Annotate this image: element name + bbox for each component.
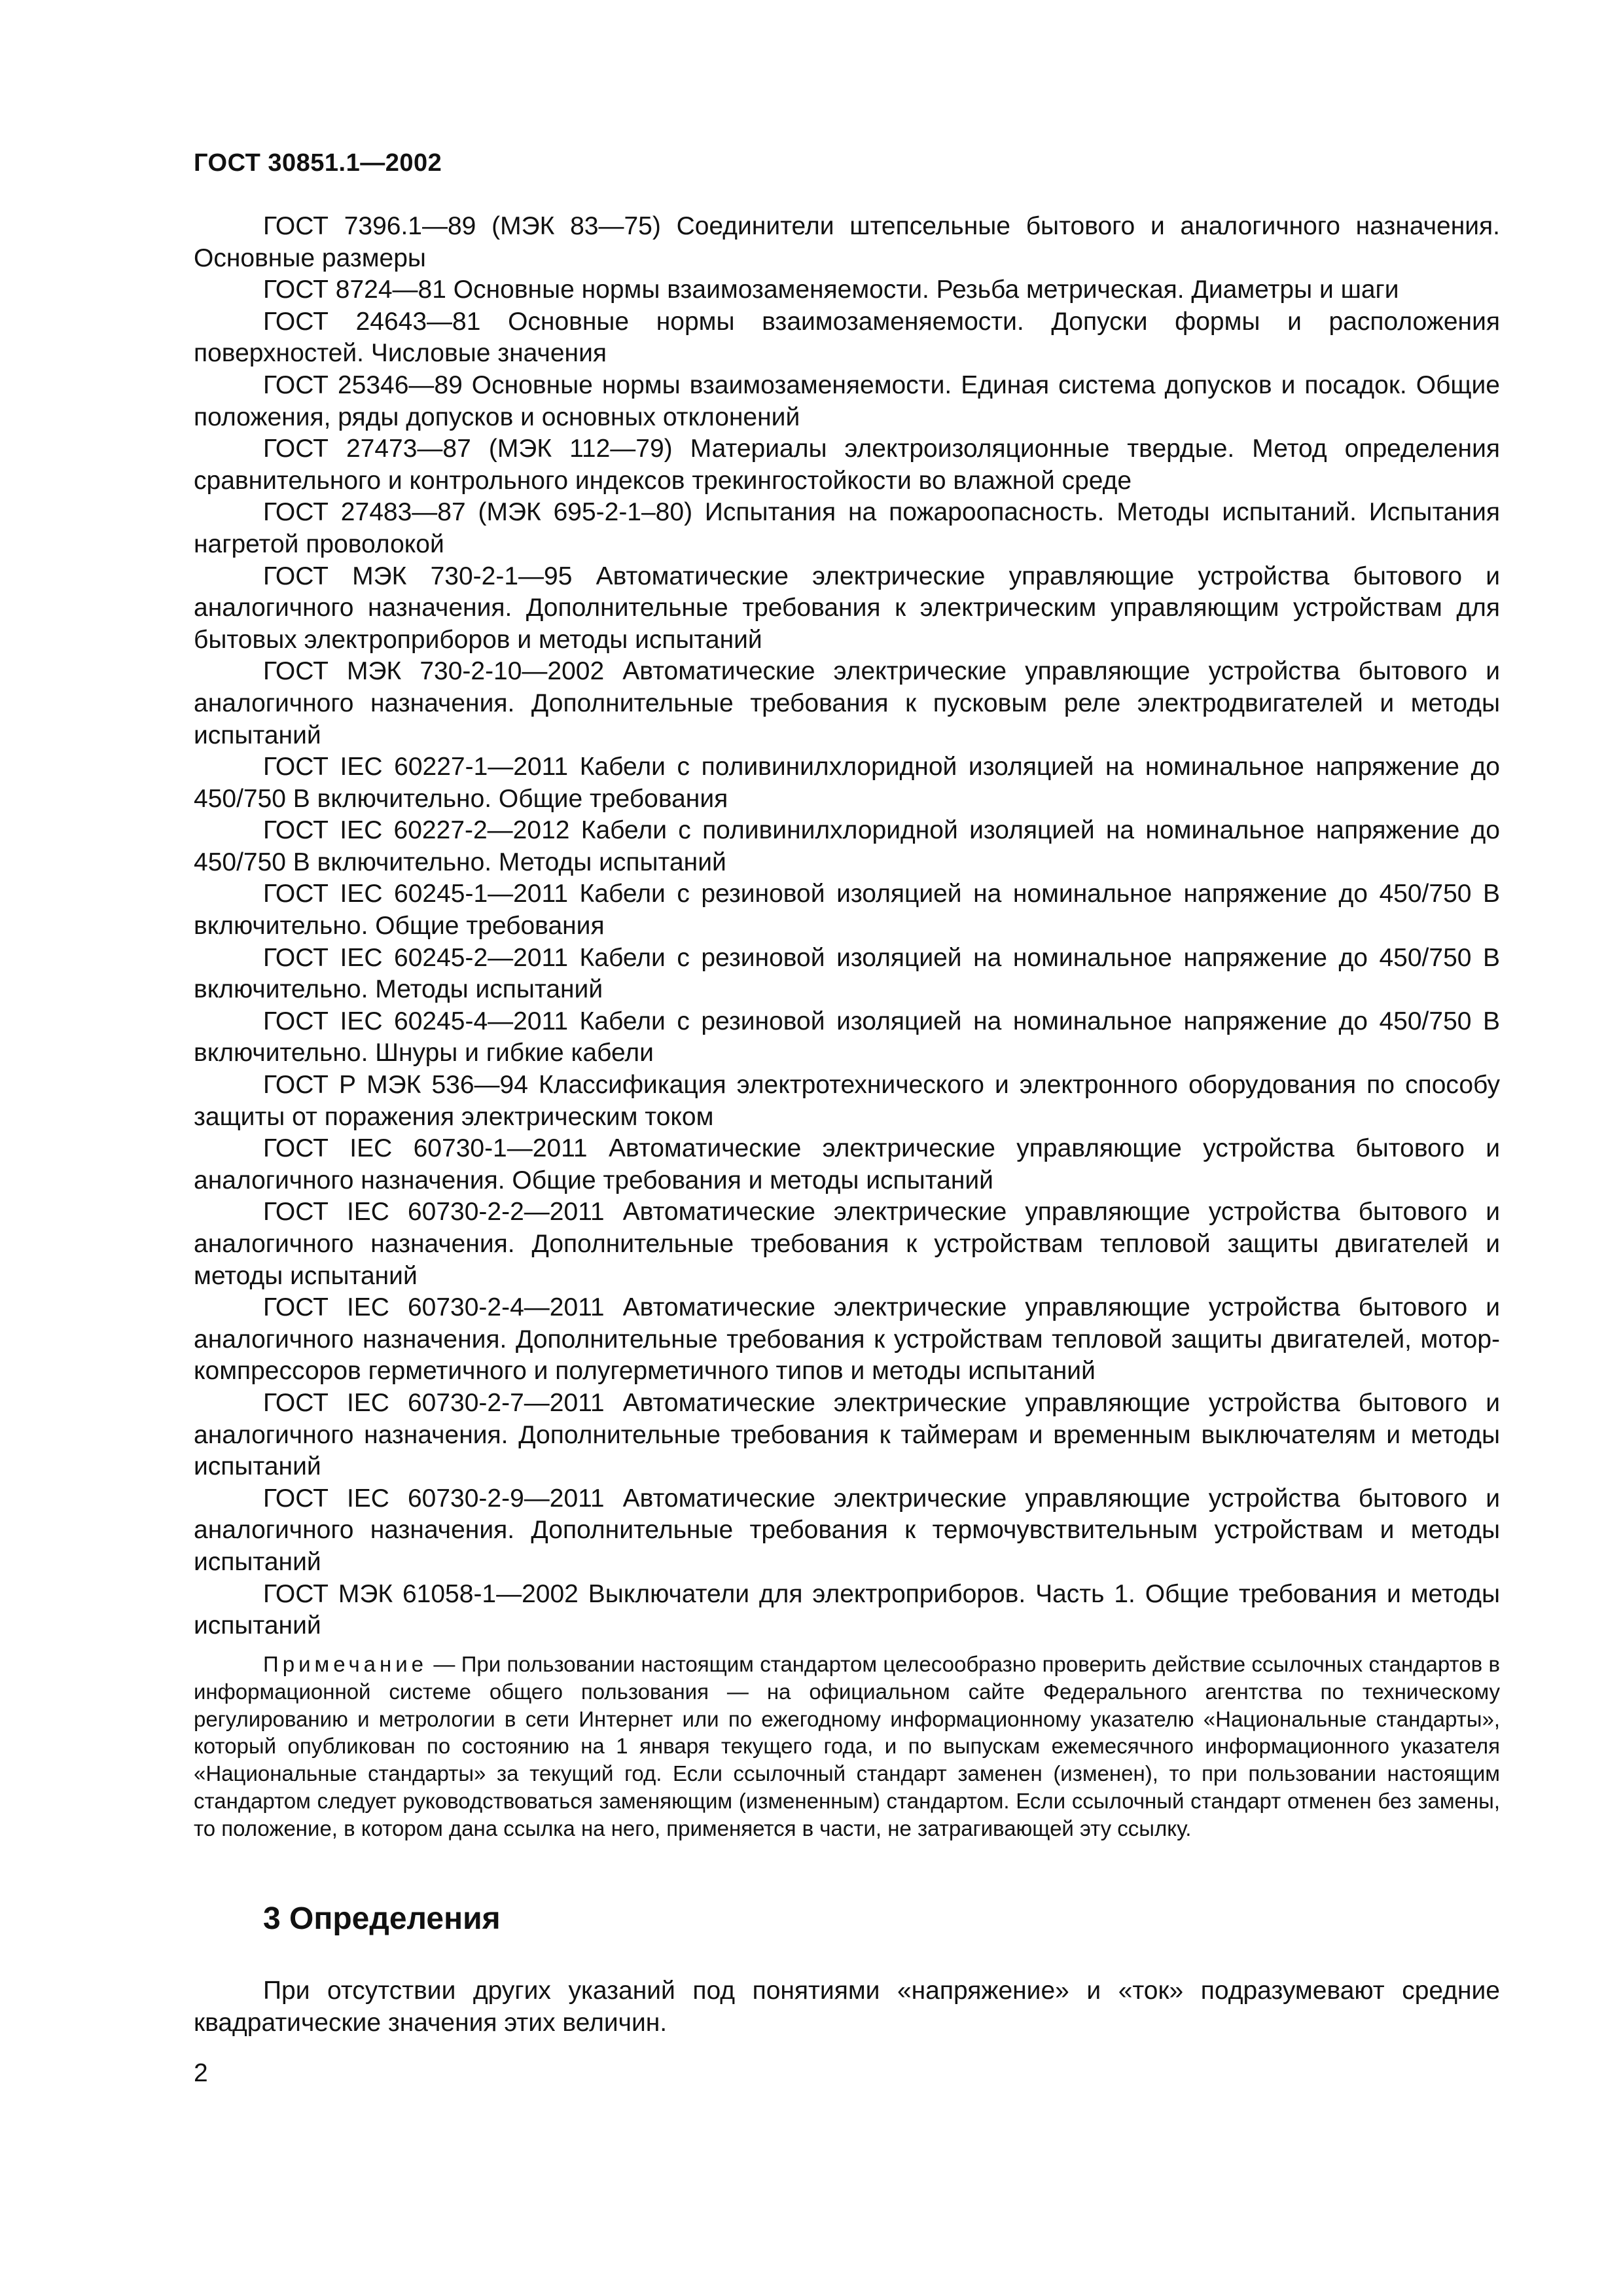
- definitions-paragraph: При отсутствии других указаний под понятиями «напряжение» и «ток» подразумевают средние квадратические значения этих величин.: [194, 1977, 1500, 2037]
- reference-item: ГОСТ IEC 60730-1—2011 Автоматические электрические управляющие устройства бытового и аналогичного назначения. Общие требования и методы испытаний: [194, 1134, 1500, 1194]
- reference-item: ГОСТ 7396.1—89 (МЭК 83—75) Соединители штепсельные бытового и аналогичного назначения. Основные размеры: [194, 212, 1500, 272]
- reference-item: ГОСТ МЭК 730-2-1—95 Автоматические электрические управляющие устройства бытового и аналогичного назначения. Дополнительные требования к электрическим управляющим устройствам для бытовых электроприборов и методы испытаний: [194, 562, 1500, 654]
- reference-item: ГОСТ IEC 60245-4—2011 Кабели с резиновой изоляцией на номинальное напряжение до 450/750 В включительно. Шнуры и гибкие кабели: [194, 1007, 1500, 1067]
- reference-item: ГОСТ IEC 60245-1—2011 Кабели с резиновой изоляцией на номинальное напряжение до 450/750 В включительно. Общие требования: [194, 880, 1500, 941]
- reference-item: ГОСТ IEC 60227-1—2011 Кабели с поливинилхлоридной изоляцией на номинальное напряжение до 450/750 В включительно. Общие требования: [194, 753, 1500, 813]
- reference-item: ГОСТ IEC 60730-2-7—2011 Автоматические электрические управляющие устройства бытового и аналогичного назначения. Дополнительные требования к таймерам и временным выключателям и методы испытаний: [194, 1388, 1500, 1481]
- reference-item: ГОСТ 25346—89 Основные нормы взаимозаменяемости. Единая система допусков и посадок. Общие положения, ряды допусков и основных отклонений: [194, 370, 1500, 431]
- reference-item: ГОСТ IEC 60227-2—2012 Кабели с поливинилхлоридной изоляцией на номинальное напряжение до 450/750 В включительно. Методы испытаний: [194, 816, 1500, 876]
- reference-item: ГОСТ Р МЭК 536—94 Классификация электротехнического и электронного оборудования по способу защиты от поражения электрическим током: [194, 1071, 1500, 1131]
- reference-item: ГОСТ МЭК 61058-1—2002 Выключатели для электроприборов. Часть 1. Общие требования и методы испытаний: [194, 1579, 1500, 1640]
- reference-item: ГОСТ 8724—81 Основные нормы взаимозаменяемости. Резьба метрическая. Диаметры и шаги: [263, 276, 1399, 304]
- document-header: ГОСТ 30851.1—2002: [194, 149, 442, 177]
- normative-references: [194, 211, 1500, 1642]
- page-number: 2: [194, 2059, 208, 2087]
- section-title: 3 Определения: [263, 1901, 501, 1936]
- reference-item: ГОСТ 24643—81 Основные нормы взаимозаменяемости. Допуски формы и расположения поверхностей. Числовые значения: [194, 307, 1500, 368]
- reference-item: ГОСТ 27483—87 (МЭК 695-2-1–80) Испытания на пожароопасность. Методы испытаний. Испытания нагретой проволокой: [194, 498, 1500, 558]
- reference-item: ГОСТ МЭК 730-2-10—2002 Автоматические электрические управляющие устройства бытового и аналогичного назначения. Дополнительные требования к пусковым реле электродвигателей и методы испытаний: [194, 657, 1500, 749]
- note-paragraph: [194, 1651, 1500, 1842]
- reference-item: ГОСТ IEC 60730-2-9—2011 Автоматические электрические управляющие устройства бытового и аналогичного назначения. Дополнительные требования к термочувствительным устройствам и методы испытаний: [194, 1484, 1500, 1576]
- note-text: — При пользовании настоящим стандартом целесообразно проверить действие ссылочных стандартов в информационной системе общего пользования — на официальном сайте Федерального агентства по техническому регулированию и метрологии в сети Интернет или по ежегодному информационному указателю «Национальные стандарты», который опубликован по состоянию на 1 января текущего года, и по выпускам ежемесячного информационного указателя «Национальные стандарты» за текущий год. Если ссылочный стандарт заменен (изменен), то при пользовании настоящим стандартом следует руководствоваться заменяющим (измененным) стандартом. Если ссылочный стандарт отменен без замены, то положение, в котором дана ссылка на него, применяется в части, не затрагивающей эту ссылку.: [194, 1652, 1500, 1840]
- reference-item: ГОСТ IEC 60730-2-4—2011 Автоматические электрические управляющие устройства бытового и аналогичного назначения. Дополнительные требования к устройствам тепловой защиты двигателей, мотор-компрессоров герметичного и полугерметичного типов и методы испытаний: [194, 1293, 1500, 1386]
- reference-item: ГОСТ IEC 60245-2—2011 Кабели с резиновой изоляцией на номинальное напряжение до 450/750 В включительно. Методы испытаний: [194, 943, 1500, 1004]
- reference-item: ГОСТ 27473—87 (МЭК 112—79) Материалы электроизоляционные твердые. Метод определения сравнительного и контрольного индексов трекингостойкости во влажной среде: [194, 435, 1500, 495]
- note-label: Примечание: [263, 1652, 428, 1676]
- reference-item: ГОСТ IEC 60730-2-2—2011 Автоматические электрические управляющие устройства бытового и аналогичного назначения. Дополнительные требования к устройствам тепловой защиты двигателей и методы испытаний: [194, 1198, 1500, 1290]
